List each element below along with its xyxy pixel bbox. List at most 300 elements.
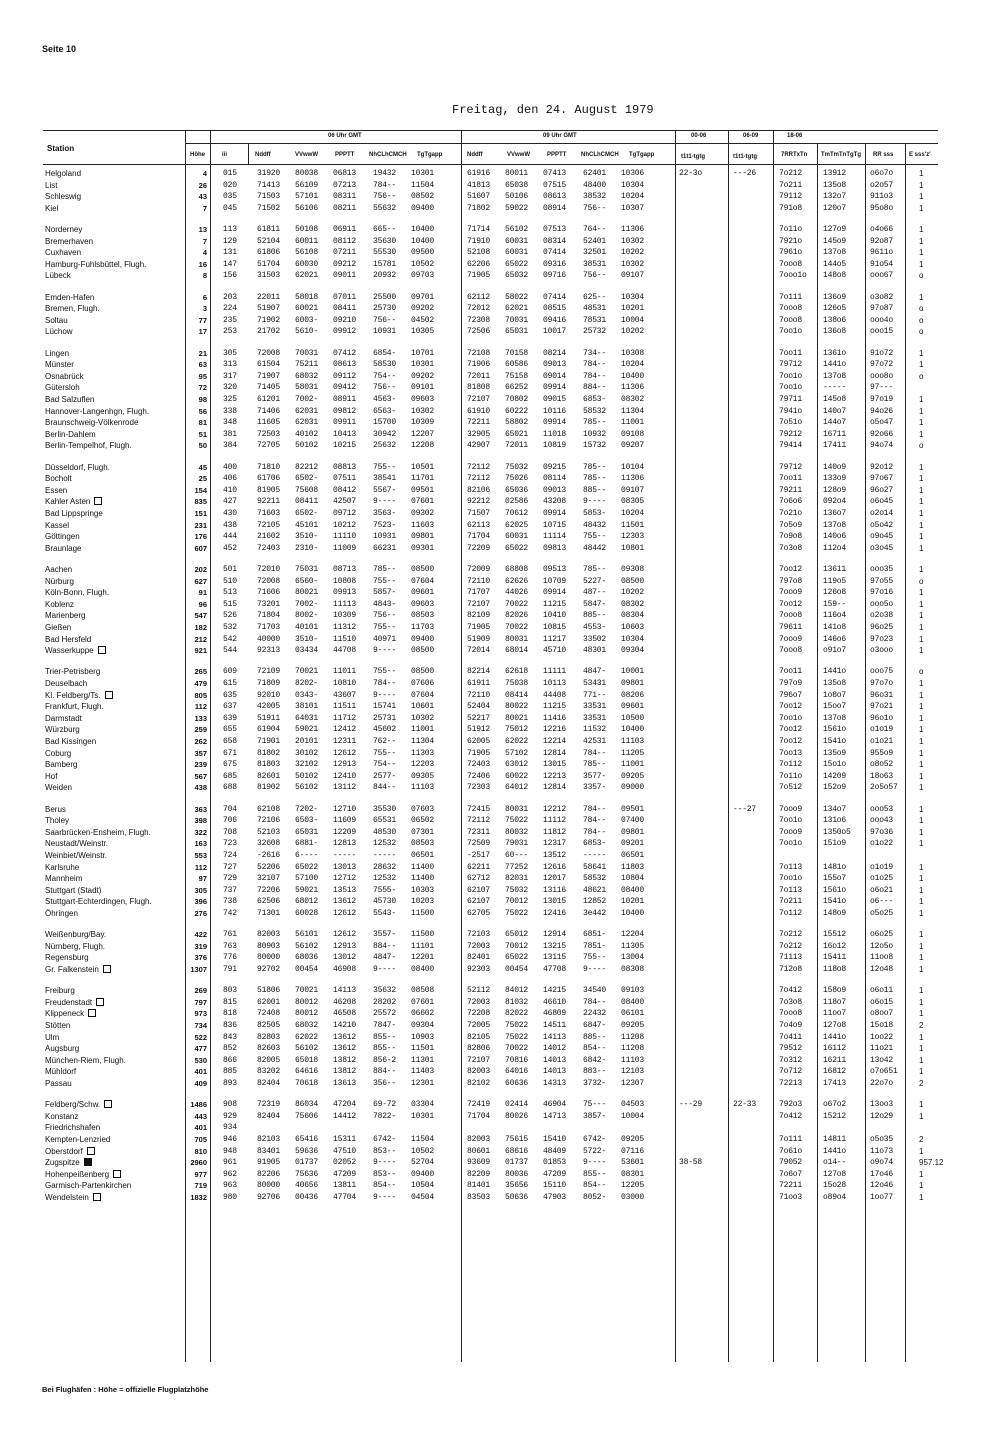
cell-rrsss: o9o45 xyxy=(870,532,894,542)
cell-06-ppptt: 13012 xyxy=(333,953,357,963)
cell-06-nddff: 42005 xyxy=(257,702,281,712)
cell-09-nddff: 82003 xyxy=(467,1135,491,1144)
cell-09-tgapp: 10308 xyxy=(621,348,645,358)
cell-09-nddff: 93609 xyxy=(467,1158,491,1168)
cell-06-vvwww: 45101 xyxy=(295,520,319,530)
cell-09-nddff: 62113 xyxy=(467,520,491,530)
cell-09-ppptt: 12317 xyxy=(543,839,567,849)
cell-06-nddff: 72105 xyxy=(257,520,281,530)
station-name xyxy=(45,748,71,759)
cell-09-vvwww: 65036 xyxy=(505,485,529,495)
cell-09-nddff: 62005 xyxy=(467,737,491,746)
cell-09-ppptt: 07413 xyxy=(543,169,567,178)
cell-height: 91 xyxy=(198,588,207,598)
cell-index: 544 xyxy=(223,646,237,656)
cell-esss: 1 xyxy=(919,418,924,428)
station-name xyxy=(45,701,104,712)
cell-06-clouds: 45602 xyxy=(373,725,397,735)
cell-06-ppptt: 13612 xyxy=(333,897,357,907)
cell-06-vvwww: 65031 xyxy=(295,827,319,837)
cell-06-ppptt: 47510 xyxy=(333,1146,357,1156)
cell-09-nddff: 51909 xyxy=(467,634,491,644)
cell-09-ppptt: 14313 xyxy=(543,1079,567,1088)
cell-06-tgapp: 12207 xyxy=(411,429,435,439)
range-18-06: 18-06 xyxy=(787,133,803,139)
cell-09-clouds: 5227- xyxy=(583,576,607,586)
station-label: Bad Hersfeld xyxy=(45,634,92,644)
cell-06-clouds: 20932 xyxy=(373,271,397,281)
cell-09-tgapp: 09205 xyxy=(621,771,645,781)
cell-06-clouds: 855-- xyxy=(373,1044,397,1054)
cell-09-clouds: 487-- xyxy=(583,588,607,598)
cell-06-tgapp: 10305 xyxy=(411,327,435,337)
cell-06-clouds: 10931 xyxy=(373,532,397,542)
cell-09-nddff: 42907 xyxy=(467,441,491,451)
cell-06-tgapp: 11103 xyxy=(411,783,435,793)
station-name xyxy=(45,168,81,179)
mountain-station-box-icon xyxy=(87,1147,95,1155)
cell-06-nddff: 92010 xyxy=(257,690,281,700)
cell-09-tgapp: 11208 xyxy=(621,1044,645,1054)
cell-06-clouds: 884-- xyxy=(373,1067,397,1077)
cell-rrsss: 92o87 xyxy=(870,236,894,246)
cell-06-ppptt: 09412 xyxy=(333,383,357,393)
cell-06-clouds: 853-- xyxy=(373,1146,397,1156)
station-label: Helgoland xyxy=(45,169,82,178)
cell-06-nddff: 83202 xyxy=(257,1067,281,1077)
cell-09-ppptt: 08214 xyxy=(543,348,567,358)
cell-06-vvwww: 80038 xyxy=(295,169,319,178)
cell-09-nddff: 72003 xyxy=(467,941,491,951)
cell-tmtmtn: 16o12 xyxy=(823,941,847,951)
cell-06-ppptt: 12913 xyxy=(333,760,357,770)
cell-09-nddff: 72311 xyxy=(467,827,491,837)
table-row xyxy=(43,587,938,598)
cell-09-clouds: 38532 xyxy=(583,192,607,202)
cell-06-ppptt: 12410 xyxy=(333,771,357,781)
station-name xyxy=(45,203,58,214)
cell-09-clouds: 755-- xyxy=(583,953,607,963)
table-row xyxy=(43,485,938,496)
cell-06-clouds: 25572 xyxy=(373,1009,397,1019)
cell-09-tgapp: 10306 xyxy=(621,169,645,178)
cell-index: 818 xyxy=(223,1009,237,1019)
cell-06-nddff: 51911 xyxy=(257,713,281,723)
cell-esss: 1 xyxy=(919,429,924,439)
table-row xyxy=(43,429,938,440)
cell-09-clouds: 854-- xyxy=(583,1181,607,1191)
cell-rrsss: 955o9 xyxy=(870,748,894,758)
cell-06-nddff: 72319 xyxy=(257,1100,281,1110)
station-label: Aachen xyxy=(45,565,73,574)
cell-09-tgapp: 07400 xyxy=(621,816,645,826)
cell-09-clouds: 25732 xyxy=(583,327,607,337)
cell-06-ppptt: 08813 xyxy=(333,462,357,472)
cell-tmtmtn: o89o4 xyxy=(823,1193,847,1202)
cell-tmtmtn: 140o9 xyxy=(823,462,847,472)
cell-09-vvwww: 60--- xyxy=(505,851,529,860)
cell-7rrtxtn: 7o211 xyxy=(779,180,803,190)
cell-09-tgapp: 10801 xyxy=(621,543,645,553)
cell-06-clouds: 855-- xyxy=(373,1032,397,1042)
table-row xyxy=(43,180,938,191)
cell-tmtmtn: 144o7 xyxy=(823,418,847,428)
cell-06-tgapp: 10303 xyxy=(411,885,435,895)
cell-height: 17 xyxy=(198,327,207,337)
station-name xyxy=(45,543,81,554)
cell-06-clouds: 5857- xyxy=(373,588,397,598)
station-name xyxy=(45,1055,126,1066)
cell-06-vvwww: 58018 xyxy=(295,292,319,302)
cell-index: 639 xyxy=(223,713,237,723)
cell-06-vvwww: 68012 xyxy=(295,897,319,907)
cell-rrsss: 97o55 xyxy=(870,576,894,586)
cell-06-clouds: 756-- xyxy=(373,192,397,202)
cell-06-nddff: 82003 xyxy=(257,930,281,940)
station-name xyxy=(45,1134,110,1145)
station-label: Bamberg xyxy=(45,760,78,770)
cell-esss: 2 xyxy=(919,1079,924,1088)
table-row xyxy=(43,417,938,428)
cell-7rrtxtn: 7941o xyxy=(779,406,803,416)
cell-esss: 1 xyxy=(919,1032,924,1042)
cell-index: 020 xyxy=(223,180,237,190)
cell-06-vvwww: 75211 xyxy=(295,360,319,370)
cell-09-ppptt: 46904 xyxy=(543,1100,567,1110)
cell-06-tgapp: 07601 xyxy=(411,497,435,507)
cell-06-ppptt: 12311 xyxy=(333,737,357,746)
cell-06-clouds: 12532 xyxy=(373,839,397,849)
cell-06-clouds: 755-- xyxy=(373,576,397,586)
cell-index: 934 xyxy=(223,1123,237,1133)
cell-09-nddff: 71707 xyxy=(467,588,491,598)
cell-09-nddff: 52108 xyxy=(467,248,491,258)
cell-height: 25 xyxy=(198,474,207,484)
cell-rrsss: 1oo77 xyxy=(870,1193,894,1202)
cell-height: 259 xyxy=(194,725,207,735)
cell-rrsss: o3o82 xyxy=(870,292,894,302)
cell-rrsss: o6o11 xyxy=(870,986,894,996)
cell-rrsss: 18o63 xyxy=(870,771,894,781)
cell-06-clouds: 10931 xyxy=(373,327,397,337)
cell-09-nddff: 71714 xyxy=(467,225,491,234)
cell-09-vvwww: 79031 xyxy=(505,839,529,849)
cell-06-tgapp: 12201 xyxy=(411,953,435,963)
cell-09-clouds: 785-- xyxy=(583,565,607,574)
cell-rrsss: o3ooo xyxy=(870,646,894,656)
cell-09-ppptt: 14012 xyxy=(543,1044,567,1054)
cell-09-clouds: 885-- xyxy=(583,485,607,495)
cell-height: 202 xyxy=(194,565,207,574)
station-name xyxy=(45,885,101,896)
table-row xyxy=(43,985,938,996)
mountain-station-box-icon xyxy=(93,1193,101,1201)
cell-09-nddff: 82109 xyxy=(467,611,491,621)
cell-esss: 1 xyxy=(919,203,924,213)
cell-09-nddff: 62107 xyxy=(467,885,491,895)
cell-06-nddff: 62001 xyxy=(257,997,281,1007)
cell-06-vvwww: 60030 xyxy=(295,259,319,269)
cell-esss: 1 xyxy=(919,348,924,358)
mountain-station-box-icon xyxy=(103,965,111,973)
station-label: Nürburg xyxy=(45,576,74,586)
cell-06-nddff: 40000 xyxy=(257,634,281,644)
cell-09-vvwww: 70022 xyxy=(505,599,529,609)
cell-06-tgapp: 09601 xyxy=(411,588,435,598)
cell-index: 704 xyxy=(223,804,237,814)
cell-09-ppptt: 12616 xyxy=(543,862,567,872)
cell-09-clouds: 785-- xyxy=(583,462,607,472)
cell-index: 513 xyxy=(223,588,237,598)
cell-09-clouds: 48400 xyxy=(583,180,607,190)
cell-09-vvwww: 57102 xyxy=(505,748,529,758)
cell-06-vvwww: 5610- xyxy=(295,327,319,337)
cell-tmtmtn: 1561o xyxy=(823,725,847,735)
cell-index: 729 xyxy=(223,874,237,884)
table-row xyxy=(43,850,938,861)
cell-06-ppptt: 07011 xyxy=(333,292,357,302)
cell-09-ppptt: 15410 xyxy=(543,1135,567,1144)
cell-tmtmtn: 140o6 xyxy=(823,532,847,542)
table-row xyxy=(43,576,938,587)
cell-height: 705 xyxy=(194,1135,207,1144)
cell-06-ppptt: 10413 xyxy=(333,429,357,439)
station-name xyxy=(45,724,80,735)
cell-height: 319 xyxy=(194,941,207,951)
cell-esss: o xyxy=(919,327,924,337)
cell-06-clouds: 9---- xyxy=(373,965,397,974)
cell-esss: 1 xyxy=(919,862,924,872)
cell-rrsss: o9o74 xyxy=(870,1158,894,1168)
cell-06-ppptt: 11009 xyxy=(333,543,357,553)
cell-index: 338 xyxy=(223,406,237,416)
cell-09-tgapp: 10302 xyxy=(621,259,645,269)
cell-09-tgapp: 08308 xyxy=(621,965,645,974)
cell-height: 734 xyxy=(194,1021,207,1030)
cell-06-vvwww: 50102 xyxy=(295,771,319,781)
station-label: München-Riem, Flugh. xyxy=(45,1055,126,1065)
cell-09-ppptt: 09215 xyxy=(543,462,567,472)
cell-06-ppptt: 08412 xyxy=(333,485,357,495)
cell-index: 510 xyxy=(223,576,237,586)
station-label: Münster xyxy=(45,360,74,370)
table-row xyxy=(43,622,938,633)
cell-06-ppptt: 11609 xyxy=(333,816,357,826)
cell-06-tgapp: 09305 xyxy=(411,771,435,781)
table-row xyxy=(43,168,938,179)
cell-09-vvwww: 62626 xyxy=(505,576,529,586)
group09-header: 09 Uhr GMT xyxy=(543,133,577,139)
cell-09-ppptt: 11416 xyxy=(543,713,567,723)
cell-tmtmtn: 135o9 xyxy=(823,748,847,758)
range-06-09: 06-09 xyxy=(743,133,759,139)
table-row xyxy=(43,520,938,531)
cell-tmtmtn: 141o8 xyxy=(823,623,847,632)
station-name xyxy=(45,941,105,952)
cell-06-ppptt: 42507 xyxy=(333,497,357,507)
cell-06-tgapp: 11304 xyxy=(411,737,435,746)
station-name xyxy=(45,1078,72,1089)
cell-06-tgapp: 11301 xyxy=(411,1055,435,1065)
cell-tmtmtn: 126o8 xyxy=(823,588,847,598)
station-name xyxy=(45,804,66,815)
station-label: Deuselbach xyxy=(45,679,88,688)
cell-09-tgapp: 10202 xyxy=(621,248,645,258)
footnote: Bei Flughäfen : Höhe = offizielle Flugplatzhöhe xyxy=(42,1385,209,1394)
cell-index: 253 xyxy=(223,327,237,337)
cell-06-vvwww: 7002- xyxy=(295,599,319,609)
cell-06-tgapp: 10601 xyxy=(411,702,435,712)
cell-06-nddff: 82005 xyxy=(257,1055,281,1065)
cell-7rrtxtn: 7oo11 xyxy=(779,667,803,677)
cell-09-nddff: 72415 xyxy=(467,804,491,814)
cell-06-ppptt: 07211 xyxy=(333,248,357,258)
cell-esss: 1 xyxy=(919,646,924,656)
cell-09-ppptt: 46610 xyxy=(543,997,567,1007)
cell-06-nddff: 71503 xyxy=(257,192,281,202)
cell-06-ppptt: 46208 xyxy=(333,997,357,1007)
station-name xyxy=(45,496,102,507)
cell-06-vvwww: 57100 xyxy=(295,874,319,884)
station-label: Marienberg xyxy=(45,611,86,621)
station-name xyxy=(45,599,74,610)
cell-09-tgapp: 10603 xyxy=(621,623,645,632)
cell-06-ppptt: 13811 xyxy=(333,1181,357,1191)
cell-7rrtxtn: 79512 xyxy=(779,1044,803,1054)
station-name xyxy=(45,678,87,689)
cell-09-tgapp: 10500 xyxy=(621,713,645,723)
cell-06-vvwww: 62031 xyxy=(295,418,319,428)
cell-06-tgapp: 08503 xyxy=(411,839,435,849)
cell-rrsss: o1o22 xyxy=(870,839,894,849)
cell-06-tgapp: 07301 xyxy=(411,827,435,837)
cell-09-clouds: 3e442 xyxy=(583,909,607,918)
cell-09-nddff: 72110 xyxy=(467,690,491,700)
station-label: Emden-Hafen xyxy=(45,292,95,302)
station-name xyxy=(45,1066,76,1077)
cell-09-clouds: 11532 xyxy=(583,725,607,735)
cell-esss: 1 xyxy=(919,725,924,735)
cell-09-nddff: 71507 xyxy=(467,509,491,518)
cell-09-vvwww: 77252 xyxy=(505,862,529,872)
cell-09-tgapp: 10400 xyxy=(621,725,645,735)
cell-09-nddff: 72403 xyxy=(467,760,491,770)
cell-esss: 1 xyxy=(919,1100,924,1110)
cell-index: 836 xyxy=(223,1021,237,1030)
table-row xyxy=(43,771,938,782)
cell-index: 738 xyxy=(223,897,237,907)
cell-7rrtxtn: 7oo12 xyxy=(779,725,803,735)
cell-06-vvwww: 65416 xyxy=(295,1135,319,1144)
table-row xyxy=(43,236,938,247)
cell-06-tgapp: 09500 xyxy=(411,248,435,258)
station-label: Gütersloh xyxy=(45,383,80,393)
station-label: Garmisch-Partenkirchen xyxy=(45,1181,132,1191)
cell-esss: 1 xyxy=(919,588,924,598)
cell-09-ppptt: 07414 xyxy=(543,292,567,302)
cell-06-clouds: 30942 xyxy=(373,429,397,439)
cell-7rrtxtn: 7ooo8 xyxy=(779,315,803,325)
cell-09-tgapp: 11304 xyxy=(621,406,645,416)
cell-09-clouds: 33531 xyxy=(583,702,607,712)
cell-09-ppptt: 13512 xyxy=(543,851,567,860)
cell-range-06-09: ---26 xyxy=(733,169,757,178)
cell-rrsss: 96o1o xyxy=(870,713,894,723)
station-name xyxy=(45,622,71,633)
cell-height: 522 xyxy=(194,1032,207,1042)
station-label: Coburg xyxy=(45,748,72,758)
cell-09-clouds: 755-- xyxy=(583,532,607,542)
cell-height: 112 xyxy=(194,862,207,872)
cell-06-nddff: 31920 xyxy=(257,169,281,178)
cell-7rrtxtn: 7ooo9 xyxy=(779,804,803,814)
cell-06-ppptt: 14210 xyxy=(333,1021,357,1030)
cell-06-nddff: 73201 xyxy=(257,599,281,609)
cell-09-vvwww: 59022 xyxy=(505,203,529,213)
cell-tmtmtn: 127o9 xyxy=(823,225,847,234)
cell-09-ppptt: 10116 xyxy=(543,406,567,416)
cell-06-clouds: 3557- xyxy=(373,930,397,940)
station-name xyxy=(45,610,85,621)
cell-06-ppptt: 06911 xyxy=(333,225,357,234)
cell-rrsss: 94o74 xyxy=(870,441,894,451)
cell-09-clouds: 5853- xyxy=(583,509,607,518)
cell-06-clouds: 785-- xyxy=(373,565,397,574)
cell-06-vvwww: 8002- xyxy=(295,611,319,621)
station-name xyxy=(45,862,79,873)
cell-06-nddff: 32608 xyxy=(257,839,281,849)
cell-height: 921 xyxy=(194,646,207,656)
station-name xyxy=(45,1180,131,1191)
cell-06-clouds: 762-- xyxy=(373,737,397,746)
cell-09-vvwww: 80031 xyxy=(505,804,529,814)
cell-7rrtxtn: 7ooo9 xyxy=(779,634,803,644)
cell-06-nddff: 72206 xyxy=(257,885,281,895)
cell-06-vvwww: 40101 xyxy=(295,623,319,632)
cell-09-tgapp: 10202 xyxy=(621,588,645,598)
table-row xyxy=(43,303,938,314)
cell-06-ppptt: 08211 xyxy=(333,203,357,213)
cell-06-vvwww: 56106 xyxy=(295,203,319,213)
cell-09-vvwww: 65038 xyxy=(505,180,529,190)
cell-height: 477 xyxy=(194,1044,207,1054)
cell-06-tgapp: 10400 xyxy=(411,236,435,246)
cell-06-tgapp: 11701 xyxy=(411,474,435,484)
table-row xyxy=(43,678,938,689)
cell-7rrtxtn: 79414 xyxy=(779,441,803,451)
cell-06-ppptt: 15311 xyxy=(333,1135,357,1144)
cell-esss: 1 xyxy=(919,292,924,302)
cell-09-tgapp: 09501 xyxy=(621,804,645,814)
cell-06-nddff: 82404 xyxy=(257,1111,281,1121)
cell-09-vvwww: 75022 xyxy=(505,1032,529,1042)
cell-index: 113 xyxy=(223,225,237,234)
cell-esss: 1 xyxy=(919,839,924,849)
cell-tmtmtn: 13912 xyxy=(823,169,847,178)
cell-09-vvwww: 62022 xyxy=(505,737,529,746)
cell-06-vvwww: 6---- xyxy=(295,851,319,860)
cell-06-ppptt: 12412 xyxy=(333,725,357,735)
cell-09-nddff: 72419 xyxy=(467,1100,491,1110)
cell-index: 501 xyxy=(223,565,237,574)
cell-09-nddff: 32905 xyxy=(467,429,491,439)
cell-esss: 1 xyxy=(919,611,924,621)
cell-height: 973 xyxy=(194,1009,207,1019)
cell-index: 430 xyxy=(223,509,237,518)
station-name xyxy=(45,1122,100,1133)
cell-09-nddff: 82105 xyxy=(467,1032,491,1042)
cell-height: 835 xyxy=(194,497,207,507)
